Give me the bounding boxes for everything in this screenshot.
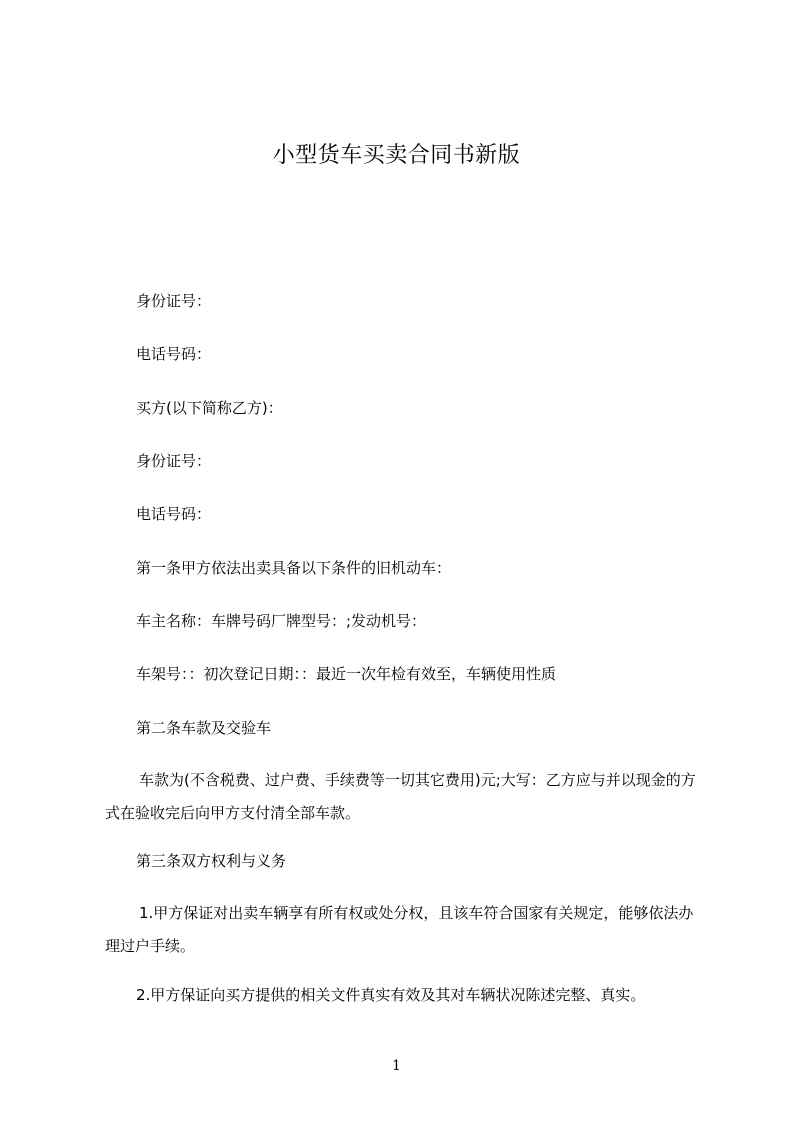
vehicle-owner-line: 车主名称：车牌号码厂牌型号：;发动机号： [136, 612, 427, 630]
item-1-text: 1.甲方保证对出卖车辆享有所有权或处分权，且该车符合国家有关规定，能够依法办理过户手续。 [105, 904, 694, 955]
article-2-heading: 第二条车款及交验车 [136, 719, 272, 737]
seller-id-number-label: 身份证号： [136, 292, 212, 310]
frame-number-line: 车架号：：初次登记日期：：最近一次年检有效至，车辆使用性质 [136, 665, 557, 683]
article-1-heading: 第一条甲方依法出卖具备以下条件的旧机动车： [136, 559, 452, 577]
document-title: 小型货车买卖合同书新版 [272, 143, 521, 168]
buyer-phone-label: 电话号码： [136, 505, 212, 523]
seller-phone-label: 电话号码： [136, 345, 212, 363]
page-number: 1 [392, 1058, 401, 1074]
item-1-paragraph [105, 897, 705, 963]
item-2-line: 2.甲方保证向买方提供的相关文件真实有效及其对车辆状况陈述完整、真实。 [136, 986, 646, 1004]
price-clause-text: 车款为(不含税费、过户费、手续费等一切其它费用)元;大写：乙方应与并以现金的方式在验收完后向甲方支付清全部车款。 [105, 771, 696, 822]
buyer-label: 买方(以下简称乙方)： [136, 399, 283, 417]
price-clause-paragraph [105, 764, 705, 830]
article-3-heading: 第三条双方权利与义务 [136, 852, 287, 870]
buyer-id-number-label: 身份证号： [136, 452, 212, 470]
